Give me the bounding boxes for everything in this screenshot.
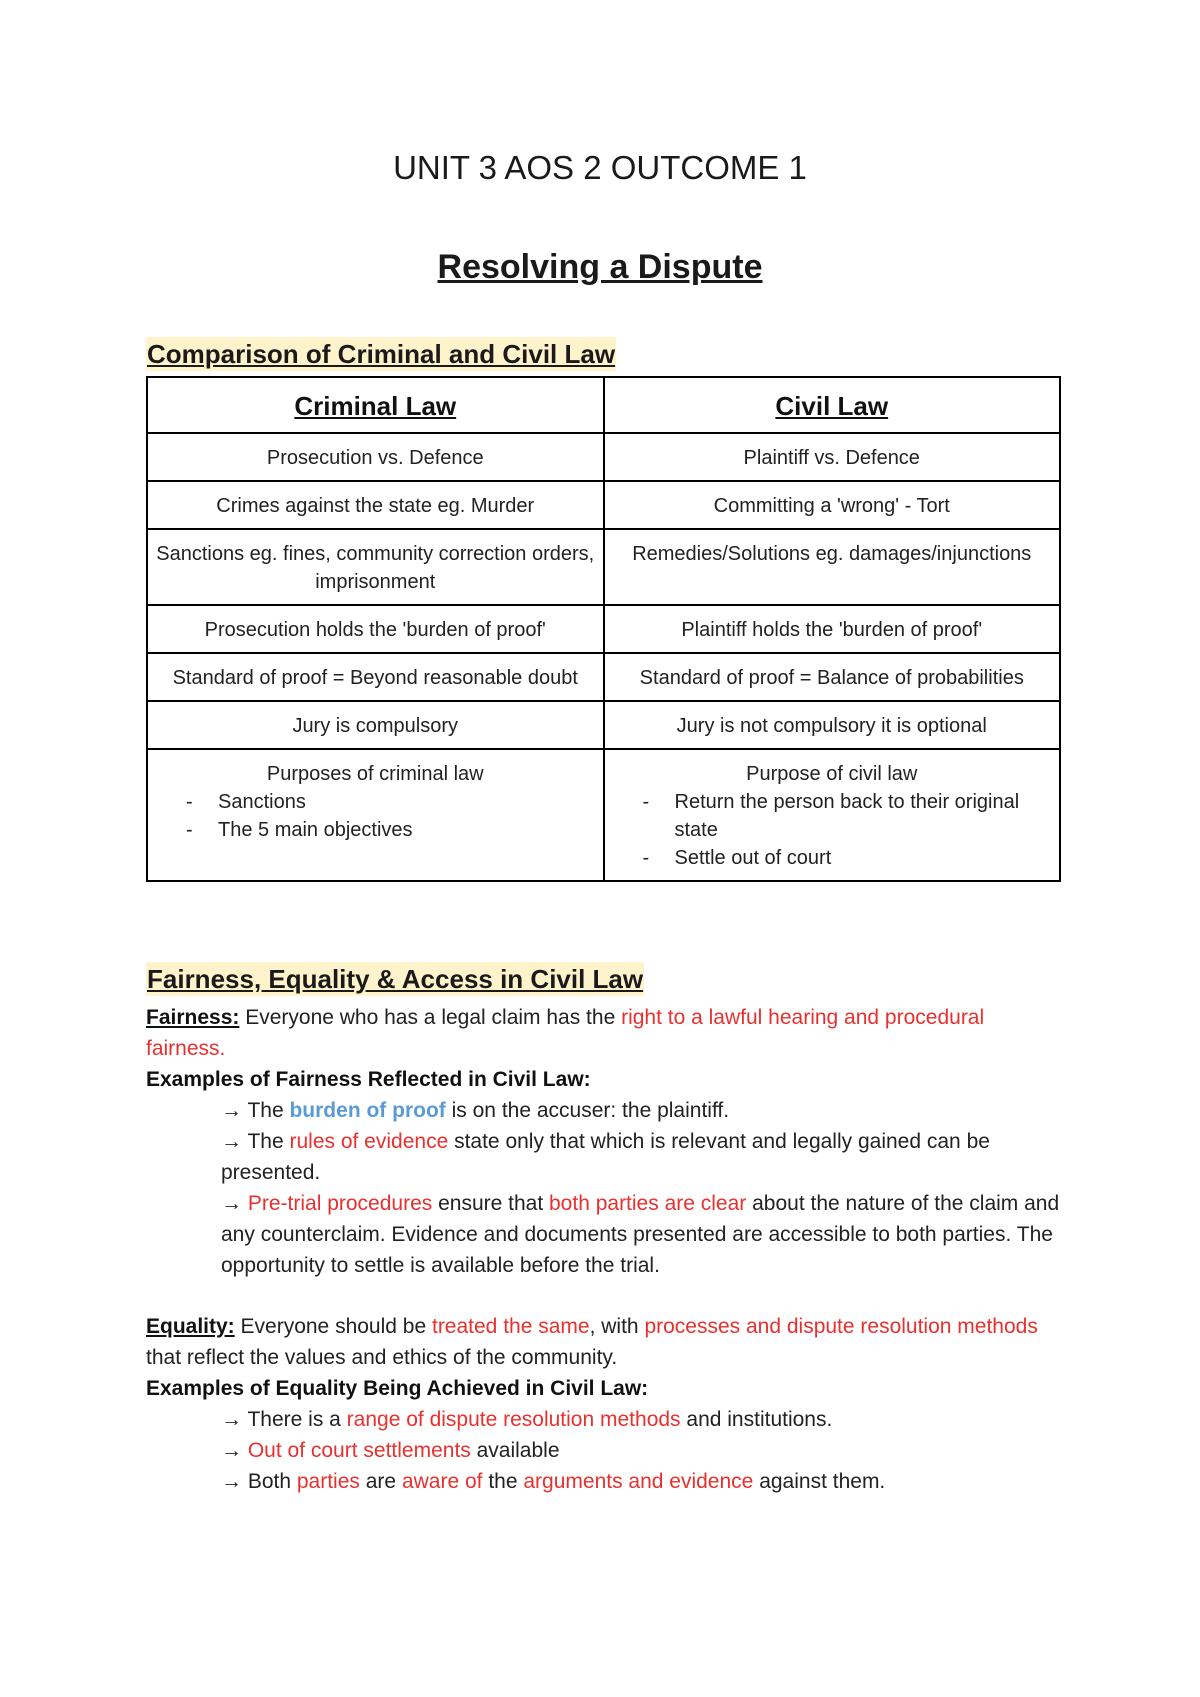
text-span: against them. [753,1470,886,1493]
highlight-text: arguments and evidence [523,1470,754,1493]
spacer [146,1281,1066,1311]
list-item: - Settle out of court [643,844,1052,872]
text-span: → The [221,1099,290,1122]
table-row [147,433,1060,481]
criminal-purposes-list [156,788,595,844]
text-span: . [219,1037,226,1060]
cell-criminal: Jury is compulsory [147,701,604,749]
cell-civil: Plaintiff holds the 'burden of proof' [604,605,1061,653]
table-row [147,701,1060,749]
list-item [221,1126,1066,1188]
table-row-purposes [147,749,1060,881]
list-item [221,1095,1066,1126]
fairness-definition [146,1002,1066,1064]
cell-criminal-purposes [147,749,604,881]
civil-purposes-title: Purpose of civil law [746,763,918,785]
highlight-text: treated the same [431,1315,590,1338]
text-span: the [482,1470,524,1493]
text-span: → Both [221,1470,297,1493]
cell-criminal: Prosecution holds the 'burden of proof' [147,605,604,653]
section-heading-fairness: Fairness, Equality & Access in Civil Law [147,964,644,994]
header-criminal-law: Criminal Law [147,377,604,433]
list-item [221,1188,1066,1281]
text-span: → There is a [221,1408,347,1431]
table-header-row [147,377,1060,433]
cell-criminal: Crimes against the state eg. Murder [147,481,604,529]
cell-civil: Standard of proof = Balance of probabilities [604,653,1061,701]
cell-civil: Committing a 'wrong' - Tort [604,481,1061,529]
highlight-text: Pre-trial procedures [247,1192,433,1215]
text-span: are [359,1470,402,1493]
page-title: UNIT 3 AOS 2 OUTCOME 1 [393,149,807,186]
list-item: - Return the person back to their original state [643,788,1052,844]
equality-examples-list [146,1404,1066,1497]
highlight-text: aware of [401,1470,483,1493]
table-row [147,653,1060,701]
cell-civil: Remedies/Solutions eg. damages/injunctions [604,529,1061,605]
text-span: that reflect the values and ethics of the community. [146,1346,618,1369]
comparison-table [146,376,1061,882]
fairness-examples-list [146,1095,1066,1281]
list-item [221,1404,1066,1435]
highlight-text: range of dispute resolution methods [346,1408,681,1431]
text-span: ensure that [432,1192,549,1215]
table-row [147,529,1060,605]
text-span: → [221,1439,248,1462]
highlight-text: Out of court settlements [247,1439,471,1462]
equality-definition [146,1311,1066,1373]
highlight-text: rules of evidence [289,1130,449,1153]
table-row [147,605,1060,653]
list-item [221,1466,1066,1497]
header-civil-law: Civil Law [604,377,1061,433]
cell-civil: Plaintiff vs. Defence [604,433,1061,481]
cell-civil: Jury is not compulsory it is optional [604,701,1061,749]
list-item [221,1435,1066,1466]
text-span: available [470,1439,560,1462]
highlight-text: burden of proof [289,1099,446,1122]
text-span: state only that which is relevant and legally gained can be presented. [221,1130,990,1184]
highlight-text: right to a lawful hearing and procedural fairness [146,1006,985,1060]
fairness-examples-heading: Examples of Fairness Reflected in Civil Law: [146,1068,591,1091]
civil-purposes-list [613,788,1052,872]
text-span: about the nature of the claim and any counterclaim. Evidence and documents presented are accessible to both parties. The opportunity to settle is available before the trial. [221,1192,1060,1277]
text-span: Everyone should be [234,1315,432,1338]
section-heading-comparison: Comparison of Criminal and Civil Law [147,339,616,369]
list-item: - Sanctions [186,788,595,816]
list-item: - The 5 main objectives [186,816,595,844]
page-subtitle: Resolving a Dispute [437,248,763,286]
fairness-equality-body [146,1002,1066,1497]
text-span: → [221,1192,248,1215]
table-row [147,481,1060,529]
highlight-text: both parties are clear [549,1192,747,1215]
cell-criminal: Sanctions eg. fines, community correction orders, imprisonment [147,529,604,605]
text-span: and institutions. [680,1408,833,1431]
text-span: , with [589,1315,645,1338]
highlight-text: processes and dispute resolution methods [644,1315,1038,1338]
criminal-purposes-title: Purposes of criminal law [266,763,484,785]
equality-examples-heading: Examples of Equality Being Achieved in Civil Law: [146,1377,649,1400]
text-span: Everyone who has a legal claim has the [239,1006,622,1029]
highlight-text: parties [296,1470,360,1493]
equality-term: Equality: [146,1315,235,1338]
cell-civil-purposes [604,749,1061,881]
cell-criminal: Standard of proof = Beyond reasonable doubt [147,653,604,701]
text-span: is on the accuser: the plaintiff. [445,1099,730,1122]
fairness-term: Fairness: [146,1006,240,1029]
text-span: → The [221,1130,290,1153]
cell-criminal: Prosecution vs. Defence [147,433,604,481]
